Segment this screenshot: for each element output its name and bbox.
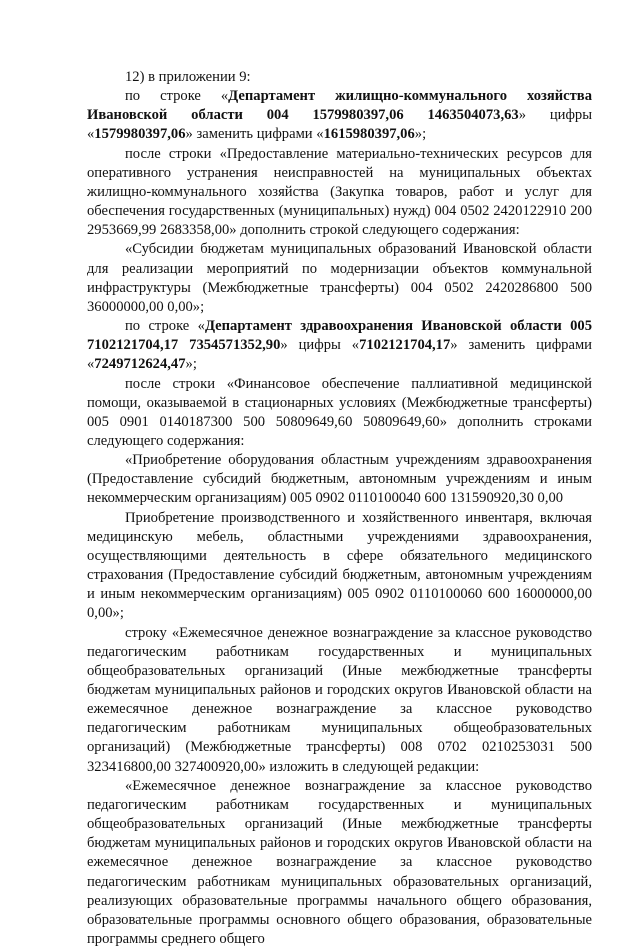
paragraph-inventory-purchase bbox=[87, 509, 592, 624]
paragraph-item-12 bbox=[87, 68, 592, 87]
bold-text-segment: 1615980397,06 bbox=[323, 126, 415, 143]
text-segment: «Приобретение оборудования областным учреждениям здравоохранения (Предоставление субсидий бюджетным, автономным учреждениям и иным некоммерческим организациям) 005 0902 0110100040 600 131590920,30 0,00 bbox=[87, 452, 592, 507]
text-segment: после строки «Предоставление материально-технических ресурсов для оперативного устранения неисправностей на муниципальных объектах жилищно-коммунального хозяйства (Закупка товаров, работ и услуг для обеспечения государственных (муниципальных) нужд) 004 0502 2420122910 200 2953669,99 2683358,00» дополнить строкой следующего содержания: bbox=[87, 145, 592, 239]
text-segment: после строки «Финансовое обеспечение паллиативной медицинской помощи, оказываемой в стационарных условиях (Межбюджетные трансферты) 005 0901 0140187300 500 50809649,60 50809649,60» дополнить строками следующего содержания: bbox=[87, 375, 592, 449]
bold-text-segment: Департамент здравоохранения Ивановской области 005 7102121704,17 7354571352,90 bbox=[87, 318, 592, 354]
text-segment: по строке « bbox=[125, 318, 205, 335]
document-body bbox=[87, 68, 592, 949]
bold-text-segment: 7102121704,17 bbox=[359, 337, 451, 354]
text-segment: » заменить цифрами « bbox=[87, 337, 592, 373]
bold-text-segment: Департамент жилищно-коммунального хозяйства Ивановской области 004 1579980397,06 1463504073,63 bbox=[87, 88, 592, 124]
text-segment: «Ежемесячное денежное вознаграждение за классное руководство педагогическим работникам государственных и муниципальных общеобразовательных организаций (Иные межбюджетные трансферты бюджетам муниципальных районов и городских округов Ивановской области на ежемесячное денежное вознаграждение за классное руководство педагогическим работникам муниципальных образовательных организаций, реализующих образовательные программы начального общего образования, образовательные программы основного общего образования, образовательные программы среднего общего bbox=[87, 777, 592, 948]
text-segment: по строке « bbox=[125, 88, 229, 105]
text-segment: строку «Ежемесячное денежное вознаграждение за классное руководство педагогическим работникам государственных и муниципальных общеобразовательных организаций (Иные межбюджетные трансферты бюджетам муниципальных районов и городских округов Ивановской области на ежемесячное денежное вознаграждение за классное руководство педагогическим работникам муниципальных общеобразовательных организаций) (Межбюджетные трансферты) 008 0702 0210253031 500 323416800,00 327400920,00» изложить в следующей редакции: bbox=[87, 624, 592, 775]
paragraph-after-palliative bbox=[87, 375, 592, 452]
paragraph-housing-dept bbox=[87, 87, 592, 144]
paragraph-after-material-resources bbox=[87, 145, 592, 241]
text-segment: »; bbox=[185, 356, 197, 373]
text-segment: »; bbox=[414, 126, 427, 143]
paragraph-monthly-reward bbox=[87, 624, 592, 777]
text-segment: » цифры « bbox=[280, 337, 360, 354]
paragraph-subsidies-modernization bbox=[87, 240, 592, 317]
paragraph-monthly-reward-new bbox=[87, 777, 592, 949]
text-segment: Приобретение производственного и хозяйственного инвентаря, включая медицинскую мебель, областными учреждениями здравоохранения, осуществляющими деятельность в сфере обязательного медицинского страхования (Предоставление субсидий бюджетным, автономным учреждениям и иным некоммерческим организациям) 005 0902 0110100060 600 16000000,00 0,00»; bbox=[87, 509, 592, 622]
text-segment: » цифры « bbox=[87, 107, 592, 143]
text-segment: » заменить цифрами « bbox=[185, 126, 324, 143]
text-segment: «Субсидии бюджетам муниципальных образований Ивановской области для реализации мероприятий по модернизации объектов коммунальной инфраструктуры (Межбюджетные трансферты) 004 0502 2420286800 500 36000000,00 0,00»; bbox=[87, 241, 592, 315]
bold-text-segment: 7249712624,47 bbox=[94, 356, 186, 373]
paragraph-healthcare-dept bbox=[87, 317, 592, 374]
paragraph-equipment-purchase bbox=[87, 451, 592, 508]
bold-text-segment: 1579980397,06 bbox=[94, 126, 186, 143]
text-segment: 12) в приложении 9: bbox=[125, 69, 251, 85]
